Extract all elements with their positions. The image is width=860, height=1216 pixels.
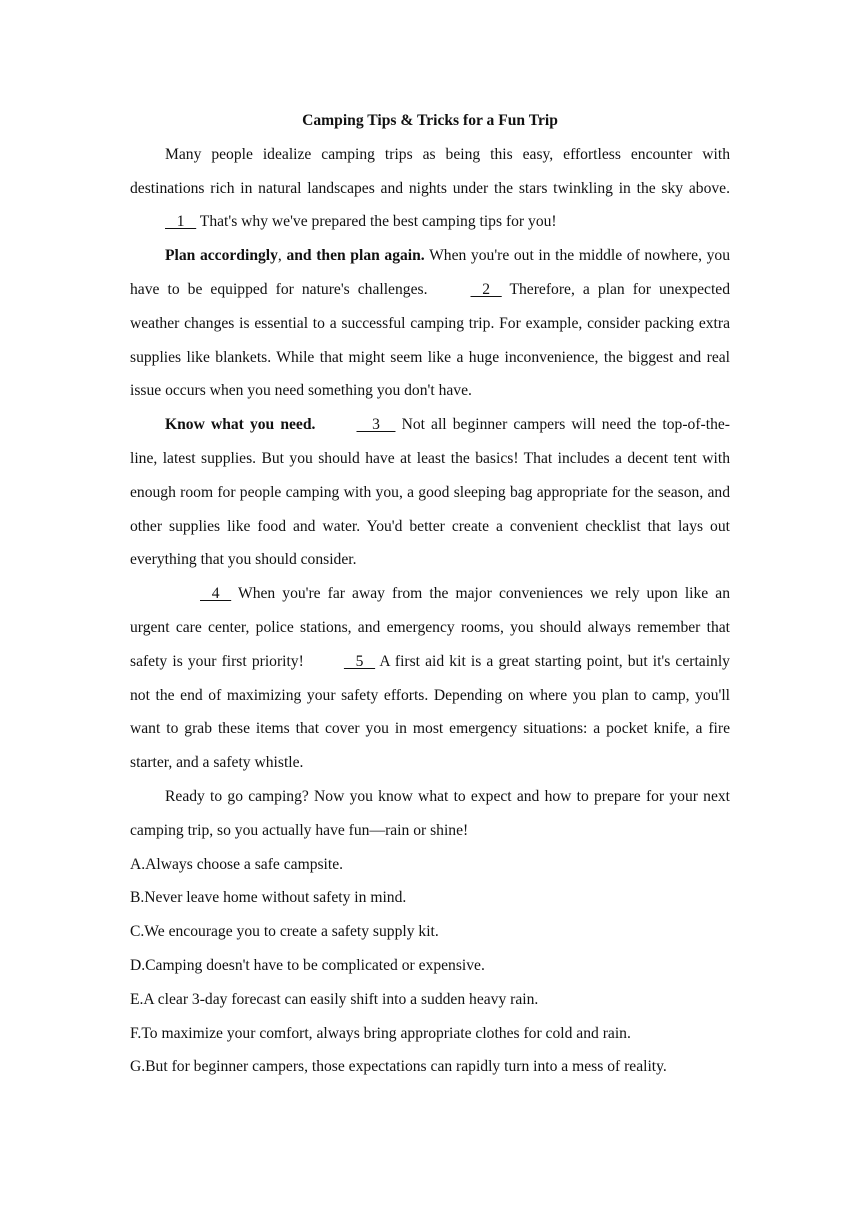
- blank-2: 2: [470, 280, 502, 298]
- p3-heading: Know what you need.: [165, 416, 316, 434]
- p4-text: When you're far away from the major conveniences we rely upon like an urgent care center, police stations, and emergency rooms, you should always remember that safety is your first priority!: [130, 585, 730, 670]
- option-d: D.Camping doesn't have to be complicated or expensive.: [130, 956, 485, 974]
- option-c: C.We encourage you to create a safety supply kit.: [130, 923, 439, 941]
- paragraph-1: [130, 138, 730, 239]
- option-f: F.To maximize your comfort, always bring appropriate clothes for cold and rain.: [130, 1024, 631, 1042]
- p1-after: That's why we've prepared the best camping tips for you!: [196, 213, 557, 231]
- document-page: [130, 104, 730, 1084]
- p3-after: Not all beginner campers will need the top-of-the-line, latest supplies. But you should have at least the basics! That includes a decent tent with enough room for people camping with you, a good sleeping bag appropriate for the season, and other supplies like food and water. You'd better create a convenient checklist that lays out everything that you should consider.: [130, 416, 730, 569]
- paragraph-4: [130, 577, 730, 780]
- paragraph-5: Ready to go camping? Now you know what to expect and how to prepare for your next camping trip, so you actually have fun—rain or shine!: [130, 787, 730, 839]
- paragraph-3: [130, 408, 730, 577]
- p2-heading-2: and then plan again.: [286, 247, 425, 265]
- p2-sep: ,: [277, 247, 287, 265]
- blank-4: 4: [200, 585, 232, 603]
- option-b: B.Never leave home without safety in mind.: [130, 889, 407, 907]
- blank-3: 3: [356, 416, 396, 434]
- option-g: G.But for beginner campers, those expectations can rapidly turn into a mess of reality.: [130, 1058, 667, 1076]
- blank-1: 1: [165, 213, 197, 231]
- document-title: Camping Tips & Tricks for a Fun Trip: [302, 112, 558, 129]
- option-e: E.A clear 3-day forecast can easily shift into a sudden heavy rain.: [130, 990, 539, 1008]
- option-a: A.Always choose a safe campsite.: [130, 855, 344, 873]
- paragraph-2: [130, 239, 730, 408]
- p2-text: When you're out in the middle of nowhere, you have to be equipped for nature's challenges.: [130, 247, 731, 298]
- p4-after: A first aid kit is a great starting point, but it's certainly not the end of maximizing your safety efforts. Depending on where you plan to camp, you'll want to grab these items that cover you in most emergency situations: a pocket knife, a fire starter, and a safety whistle.: [130, 652, 730, 772]
- p2-heading-1: Plan accordingly: [165, 247, 278, 265]
- options-list: [130, 848, 730, 1085]
- blank-5: 5: [343, 652, 376, 670]
- p1-text: Many people idealize camping trips as being this easy, effortless encounter with destinations rich in natural landscapes and nights under the stars twinkling in the sky above.: [130, 145, 730, 197]
- p2-after: Therefore, a plan for unexpected weather changes is essential to a successful camping trip. For example, consider packing extra supplies like blankets. While that might seem like a huge inconvenience, the biggest and real issue occurs when you need something you don't have.: [130, 280, 730, 400]
